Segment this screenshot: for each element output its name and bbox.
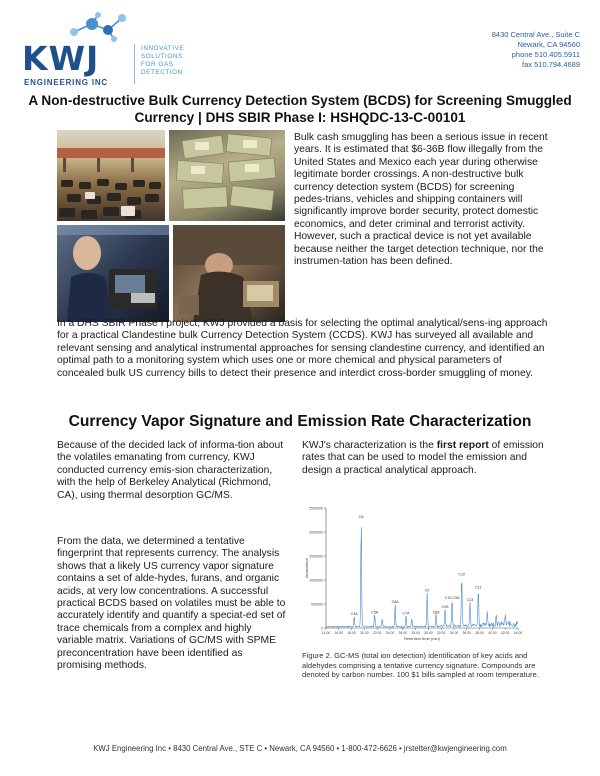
company-logo — [20, 12, 185, 87]
x-tick-label: 40.00 — [488, 631, 497, 635]
y-tick-label: 0 — [321, 626, 323, 631]
address-phone: phone 510.405.5911 — [511, 50, 580, 59]
x-tick-label: 16.00 — [334, 631, 344, 635]
peak-label: C10 — [458, 572, 465, 577]
fingerprint-paragraph: From the data, we determined a tentative fingerprint that represents currency. The analysis shows that a likely US currency vapor signature contains a set of alde-hydes, furans, and organic acids, at very low concentrations. A successful practical BCDS based on volatiles must be able to accurately identify and quantify a speciat-ed set of trace chemicals from a complex and highly variable matrix. Variations of GC/MS with SPME preconcentration have been identified as promising methods. — [57, 536, 286, 672]
y-tick-label: 500000 — [311, 602, 323, 607]
peak-label: C9 — [424, 588, 430, 593]
address-street: 8430 Central Ave., Suite C — [491, 30, 580, 39]
peak-label: C5A — [371, 610, 379, 615]
peak-label: C6 — [358, 515, 364, 519]
x-axis-label: Retention time (min) — [403, 636, 441, 641]
peak-label: C13 — [466, 598, 474, 603]
x-tick-label: 18.00 — [347, 631, 356, 635]
page-footer: KWJ Engineering Inc • 8430 Central Ave., STE C • Newark, CA 94560 • 1-800-472-6626 • jrstetter@kwjengineering.com — [93, 744, 507, 753]
peak-label: C7A — [402, 611, 410, 616]
y-tick-label: 1000000 — [309, 578, 323, 583]
vehicle-search-photo — [173, 225, 285, 322]
x-tick-label: 30.00 — [424, 631, 433, 635]
x-tick-label: 24.00 — [385, 631, 395, 635]
project-paragraph: In a DHS SBIR Phase I project, KWJ provided a basis for selecting the optimal analytical/sens-ing approach for a practical Clandestine bulk Currency Detection System (CCDS). KWJ has surveyed all available and relevant sensing and analytical instrumental approaches for sensing clandestine currency, and identified an optimal path to a monitoring system which uses one or more chemical and physical parameters of concealed bulk US currency bills to detect their presence and interdict cross-border smuggling of money. — [57, 318, 548, 379]
x-tick-label: 28.00 — [411, 631, 420, 635]
x-tick-label: 20.00 — [360, 631, 369, 635]
x-tick-label: 26.00 — [398, 631, 408, 635]
photo-collage — [57, 130, 285, 322]
border-crossing-photo — [57, 130, 165, 221]
y-axis-label: Abundance — [304, 557, 309, 579]
logo-tagline: INNOVATIVE SOLUTIONS FOR GAS DETECTION — [141, 45, 185, 76]
x-tick-label: 34.00 — [449, 631, 459, 635]
first-report-paragraph: KWJ's characterization is the first report of emission rates that can be used to model the emission and design a practical analytical approach. — [302, 440, 544, 476]
chromatogram-svg — [302, 500, 528, 650]
section-heading: Currency Vapor Signature and Emission Rate Characterization — [68, 413, 532, 430]
y-tick-label: 2500000 — [309, 506, 323, 511]
peak-label: C11 — [475, 585, 482, 590]
y-tick-label: 1500000 — [309, 554, 323, 559]
peak-label: C9A — [441, 604, 449, 609]
gcms-chromatogram — [302, 500, 528, 650]
intro-paragraph: Bulk cash smuggling has been a serious issue in recent years. It is estimated that $6-36B flow illegally from the United States and Mexico each year during otherwise legitimate border crossings. A non-destructive bulk currency detection system (BCDS) for screening pedes-trians, vehicles and shipping containers will significantly improve border security, protect domestic economics, and deter criminal and terrorist activity. However, such a practical device is not yet available because neither the target detection technique, nor the instrumen-tation has been defined. — [294, 132, 548, 268]
officer-with-device-photo — [57, 225, 169, 322]
address-city: Newark, CA 94560 — [517, 40, 580, 49]
x-tick-label: 22.00 — [372, 631, 382, 635]
x-tick-label: 32.00 — [436, 631, 446, 635]
peak-label: C8A — [432, 610, 440, 615]
company-address — [492, 30, 580, 70]
currency-bundles-photo — [169, 130, 285, 221]
x-tick-label: 36.00 — [462, 631, 472, 635]
address-fax: fax 510.794.4689 — [522, 60, 580, 69]
figure-caption: Figure 2. GC-MS (total ion detection) identification of key acids and aldehydes comprising a tentative currency signature. Compounds are denoted by carbon number. 100 $1 bills sampled at room temperature. — [302, 651, 539, 680]
first-report-emphasis: first report — [436, 440, 489, 451]
document-title: A Non-destructive Bulk Currency Detection System (BCDS) for Screening Smuggled Currency | DHS SBIR Phase I: HSHQDC-13-C-00101 — [28, 93, 572, 125]
peak-label: C6A — [391, 599, 399, 604]
characterization-paragraph: Because of the decided lack of informa-tion about the volatiles emanating from currency, KWJ conducted currency emis-sion characterization, with the help of Berkeley Analytical (Richmond, CA), using thermal desorption GC/MS. — [57, 440, 284, 501]
x-tick-label: 44.00 — [513, 631, 523, 635]
x-tick-label: 42.00 — [500, 631, 510, 635]
x-tick-label: 14.00 — [321, 631, 331, 635]
logo-divider — [134, 44, 135, 84]
molecule-logo-icon — [64, 12, 136, 42]
peak-label: C10 C9A — [444, 596, 460, 601]
peak-label: C4A — [350, 611, 358, 616]
logo-subname: ENGINEERING INC — [24, 78, 109, 87]
logo-wordmark: KWJ — [22, 39, 100, 78]
x-tick-label: 38.00 — [475, 631, 484, 635]
y-tick-label: 2000000 — [309, 530, 323, 535]
